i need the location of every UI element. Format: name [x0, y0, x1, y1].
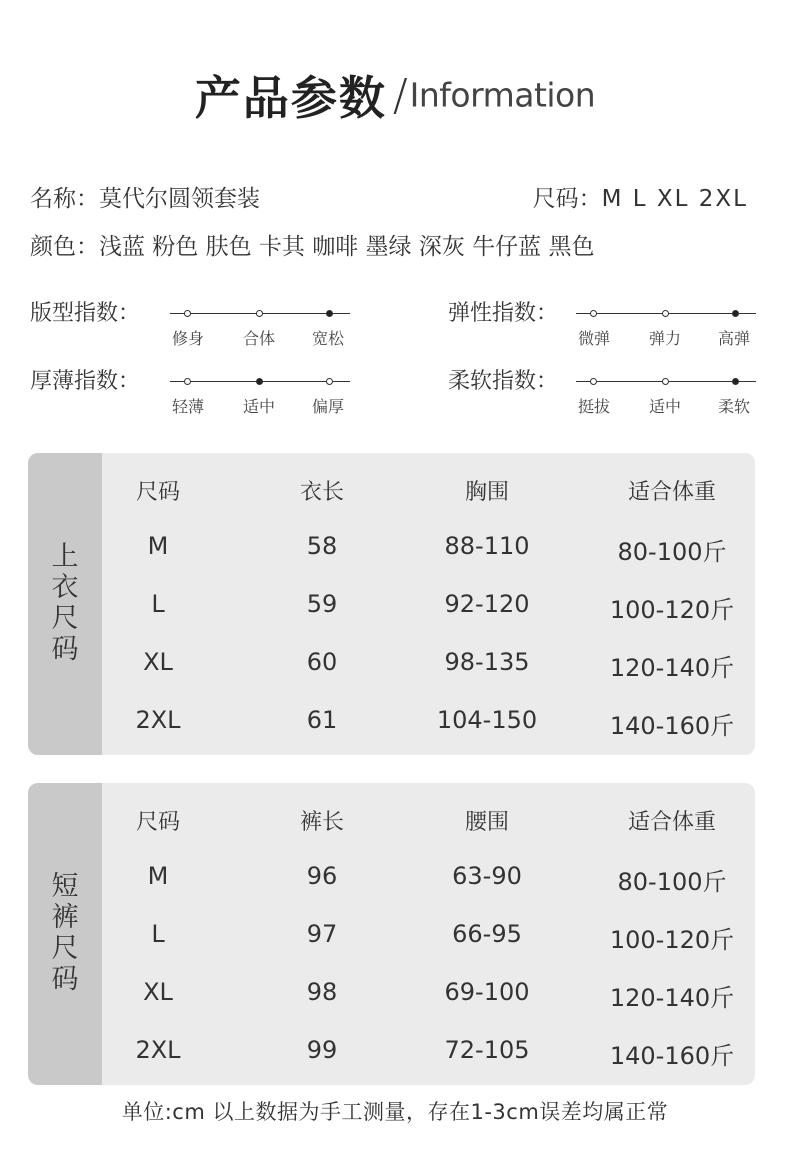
scale-tick: 弹力	[648, 329, 681, 348]
scale-tick: 宽松	[311, 329, 344, 348]
table-cell: 58	[306, 532, 338, 560]
table-cell: 120-140斤	[609, 654, 735, 682]
table-row	[102, 862, 755, 902]
scale-tick: 柔软	[717, 397, 750, 416]
table-cell: 72-105	[444, 1036, 530, 1064]
table-cell: 104-150	[436, 706, 538, 734]
side-char: 短	[51, 871, 79, 902]
scale-dot	[732, 378, 739, 385]
table-cell: 140-160斤	[609, 712, 735, 740]
scale-tick: 挺拔	[577, 397, 610, 416]
table-header-row	[102, 805, 755, 845]
index-label: 柔软指数：	[448, 369, 559, 394]
index-scale	[576, 378, 756, 414]
index-label: 弹性指数：	[448, 301, 559, 326]
table-cell: 100-120斤	[609, 596, 735, 624]
table-cell: 88-110	[444, 532, 530, 560]
name-value: 莫代尔圆领套装	[99, 186, 260, 212]
table-cell: 98	[306, 978, 338, 1006]
side-char: 尺	[51, 933, 79, 964]
table-side-label	[28, 541, 102, 665]
scale-dot	[590, 378, 597, 385]
scale-dot	[184, 310, 191, 317]
index-scale	[170, 310, 350, 346]
table-row	[102, 978, 755, 1018]
table-cell: 80-100斤	[617, 868, 727, 896]
scale-tick: 微弹	[577, 329, 610, 348]
scale-dot	[256, 378, 263, 385]
scale-tick: 修身	[171, 329, 204, 348]
color-label: 颜色：	[30, 234, 99, 260]
side-char: 码	[51, 634, 79, 665]
page-title	[0, 62, 790, 128]
table-cell: M	[147, 862, 169, 890]
table-cell: 92-120	[444, 590, 530, 618]
table-cell: 97	[306, 920, 338, 948]
table-cell: L	[151, 920, 165, 948]
table-cell: 100-120斤	[609, 926, 735, 954]
column-header: 衣长	[299, 480, 345, 505]
index-label: 版型指数：	[30, 301, 141, 326]
title-slash: /	[392, 69, 408, 121]
index-scale	[170, 378, 350, 414]
scale-tick: 高弹	[717, 329, 750, 348]
table-cell: 96	[306, 862, 338, 890]
table-cell: L	[151, 590, 165, 618]
size-label: 尺码：	[532, 186, 602, 212]
table-cell: 59	[306, 590, 338, 618]
table-header-row	[102, 475, 755, 515]
color-row	[30, 228, 595, 261]
side-char: 尺	[51, 603, 79, 634]
table-row	[102, 648, 755, 688]
scale-dot	[184, 378, 191, 385]
column-header: 适合体重	[627, 810, 717, 835]
color-value: 浅蓝 粉色 肤色 卡其 咖啡 墨绿 深灰 牛仔蓝 黑色	[99, 234, 595, 260]
scale-tick: 轻薄	[171, 397, 204, 416]
table-cell: 69-100	[444, 978, 530, 1006]
table-row	[102, 1036, 755, 1076]
table-row	[102, 590, 755, 630]
table-cell: M	[147, 532, 169, 560]
side-char: 裤	[51, 902, 79, 933]
scale-dot	[662, 310, 669, 317]
scale-dot	[662, 378, 669, 385]
product-name-row	[30, 180, 260, 213]
table-row	[102, 920, 755, 960]
measurement-note: 单位:cm 以上数据为手工测量，存在1-3cm误差均属正常	[121, 1100, 669, 1124]
table-cell: XL	[143, 978, 173, 1006]
table-cell: 80-100斤	[617, 538, 727, 566]
table-row	[102, 532, 755, 572]
side-char: 衣	[51, 572, 79, 603]
table-cell: 60	[306, 648, 338, 676]
scale-tick: 适中	[242, 397, 275, 416]
shorts-size-table	[28, 783, 755, 1085]
table-cell: 98-135	[444, 648, 530, 676]
side-char: 上	[51, 541, 79, 572]
scale-dot	[590, 310, 597, 317]
scale-dot	[256, 310, 263, 317]
size-row	[533, 180, 748, 213]
table-side-label	[28, 871, 102, 995]
table-cell: 120-140斤	[609, 984, 735, 1012]
scale-dot	[326, 310, 333, 317]
scale-dot	[326, 378, 333, 385]
table-cell: 2XL	[135, 706, 181, 734]
table-cell: 63-90	[452, 862, 522, 890]
table-cell: 66-95	[452, 920, 522, 948]
size-value: M L XL 2XL	[601, 186, 748, 212]
table-row	[102, 706, 755, 746]
column-header: 裤长	[299, 810, 345, 835]
scale-tick: 适中	[648, 397, 681, 416]
table-cell: 61	[306, 706, 338, 734]
column-header: 尺码	[135, 480, 181, 505]
index-scale	[576, 310, 756, 346]
column-header: 腰围	[464, 810, 510, 835]
scale-dot	[732, 310, 739, 317]
scale-tick: 合体	[242, 329, 275, 348]
title-cn: 产品参数	[194, 71, 387, 125]
table-cell: 99	[306, 1036, 338, 1064]
column-header: 尺码	[135, 810, 181, 835]
scale-tick: 偏厚	[311, 397, 344, 416]
column-header: 胸围	[464, 480, 510, 505]
side-char: 码	[51, 964, 79, 995]
name-label: 名称：	[30, 186, 99, 212]
top-size-table	[28, 453, 755, 755]
index-label: 厚薄指数：	[30, 369, 141, 394]
column-header: 适合体重	[627, 480, 717, 505]
table-cell: 140-160斤	[609, 1042, 735, 1070]
title-en: Information	[409, 75, 596, 115]
table-cell: 2XL	[135, 1036, 181, 1064]
table-cell: XL	[143, 648, 173, 676]
